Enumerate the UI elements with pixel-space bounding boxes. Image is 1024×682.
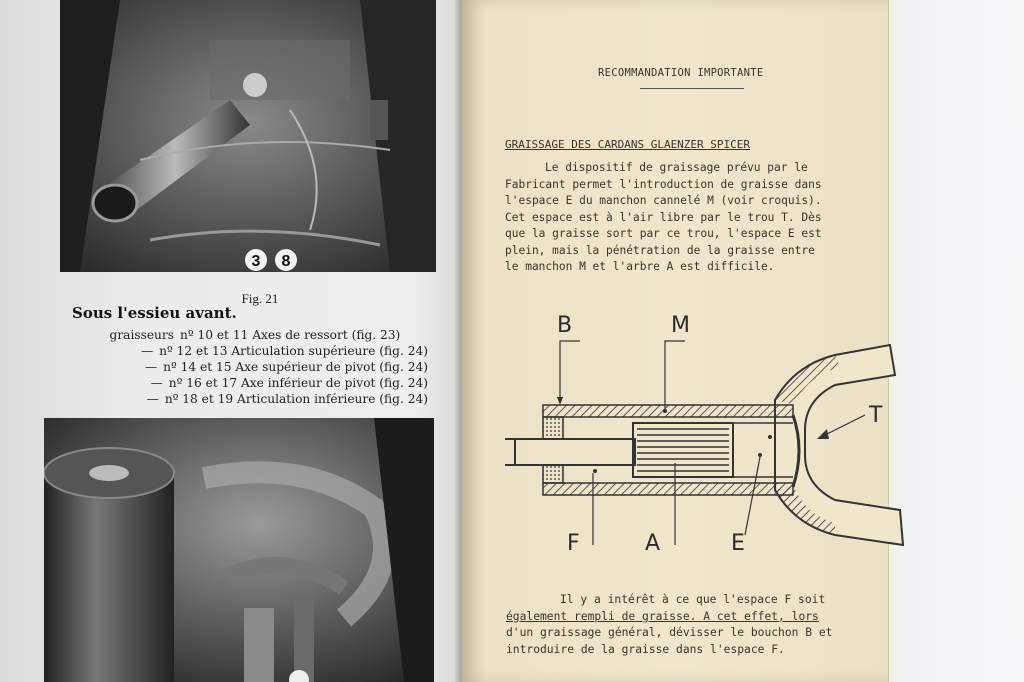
list-item: graisseurs nº 10 et 11 Axes de ressort (fig. 23) — [109, 328, 401, 342]
paragraph-line: également rempli de graisse. A cet effet, lors — [506, 609, 819, 623]
background-table — [890, 0, 1024, 682]
paragraph-line: Fabricant permet l'introduction de graisse dans — [505, 177, 822, 191]
paragraph-line: Il y a intérêt à ce que l'espace F soit — [560, 593, 826, 606]
label-T: T — [869, 403, 883, 428]
cardan-drawing — [505, 305, 905, 565]
paragraph-line: plein, mais la pénétration de la graisse entre — [505, 243, 815, 257]
underside-photo — [44, 418, 434, 682]
heading-underline — [640, 88, 744, 89]
list-item: — nº 12 et 13 Articulation supérieure (fig. 24) — [140, 344, 428, 358]
paragraph-line: Le dispositif de graissage prévu par le — [545, 161, 808, 174]
bottom-paragraph — [506, 592, 866, 658]
paragraph-line: d'un graissage général, dévisser le bouchon B et — [506, 626, 833, 639]
paragraph-line: l'espace E du manchon cannelé M (voir croquis). — [505, 194, 822, 207]
paragraph-line: introduire de la graisse dans l'espace F. — [506, 642, 785, 656]
figure-caption: Fig. 21 — [241, 291, 279, 306]
list-item: — nº 18 et 19 Articulation inférieure (fig. 24) — [146, 392, 428, 406]
label-M: M — [671, 313, 690, 338]
section-subheading: GRAISSAGE DES CARDANS GLAENZER SPICER — [505, 138, 751, 151]
page-heading: RECOMMANDATION IMPORTANTE — [598, 67, 764, 79]
left-page — [0, 0, 462, 682]
label-B: B — [557, 313, 573, 338]
paragraph-line: le manchon M et l'arbre A est difficile. — [505, 260, 775, 273]
label-E: E — [731, 531, 745, 556]
callout-3: 3 — [251, 253, 261, 270]
intro-paragraph — [505, 160, 855, 276]
label-F: F — [567, 531, 580, 556]
label-A: A — [645, 531, 661, 556]
section-title: Sous l'essieu avant. — [72, 304, 237, 322]
lubrication-list — [108, 327, 428, 407]
engine-photo-fig21 — [60, 0, 436, 272]
list-item: — nº 16 et 17 Axe inférieur de pivot (fig. 24) — [150, 376, 428, 390]
cardan-diagram — [505, 305, 905, 565]
paragraph-line: Cet espace est à l'air libre par le trou T. Dès — [505, 210, 822, 224]
list-item: — nº 14 et 15 Axe supérieur de pivot (fig. 24) — [144, 360, 428, 374]
paragraph-line: que la graisse sort par ce trou, l'espace E est — [505, 227, 822, 240]
callout-8: 8 — [281, 253, 291, 270]
